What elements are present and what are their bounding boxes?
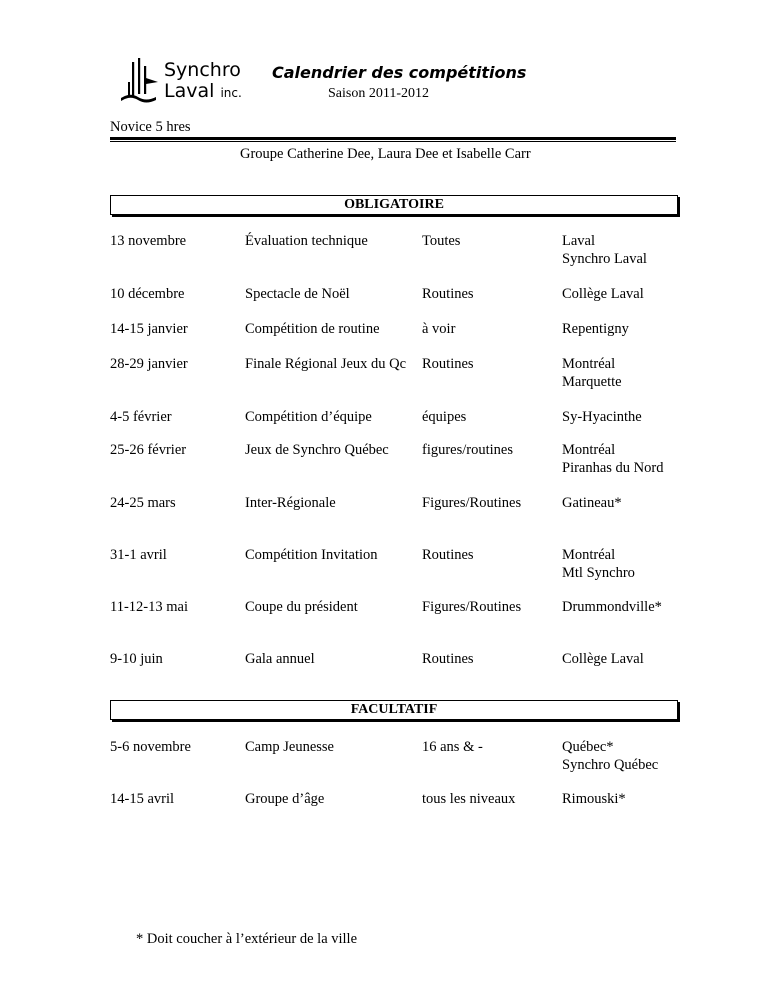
swimmer-logo-icon xyxy=(118,58,162,106)
row-place-detail: Synchro Laval xyxy=(562,251,647,267)
row-event: Inter-Régionale xyxy=(245,495,336,511)
page-title: Calendrier des compétitions xyxy=(272,63,527,82)
row-place: Laval xyxy=(562,233,596,249)
row-place: Montréal xyxy=(562,356,616,372)
row-event: Compétition d’équipe xyxy=(245,409,372,425)
row-place-detail: Marquette xyxy=(562,374,622,390)
row-date: 5-6 novembre xyxy=(110,739,191,755)
section-heading-facultatif: FACULTATIF xyxy=(110,700,678,720)
row-event: Jeux de Synchro Québec xyxy=(245,442,389,458)
row-category: 16 ans & - xyxy=(422,739,483,755)
row-event: Compétition de routine xyxy=(245,321,380,337)
row-category: Routines xyxy=(422,356,474,372)
row-place: Collège Laval xyxy=(562,286,644,302)
row-category: Routines xyxy=(422,547,474,563)
logo-line2-text: Laval xyxy=(164,80,215,102)
season-subtitle: Saison 2011-2012 xyxy=(328,86,429,101)
row-place-detail: Mtl Synchro xyxy=(562,565,635,581)
row-category: figures/routines xyxy=(422,442,514,458)
row-date: 31-1 avril xyxy=(110,547,167,563)
logo-wordmark xyxy=(164,60,242,104)
row-date: 13 novembre xyxy=(110,233,187,249)
row-event: Spectacle de Noël xyxy=(245,286,350,302)
logo-line2 xyxy=(164,81,242,104)
row-category: équipes xyxy=(422,409,467,425)
synchro-laval-logo xyxy=(118,58,248,106)
group-names: Groupe Catherine Dee, Laura Dee et Isabelle Carr xyxy=(240,146,531,162)
row-category: tous les niveaux xyxy=(422,791,516,807)
row-event: Compétition Invitation xyxy=(245,547,378,563)
row-place-detail: Piranhas du Nord xyxy=(562,460,664,476)
row-category: Figures/Routines xyxy=(422,599,522,615)
row-category: Figures/Routines xyxy=(422,495,522,511)
logo-suffix: inc. xyxy=(220,86,242,100)
row-date: 28-29 janvier xyxy=(110,356,188,372)
row-place: Québec* xyxy=(562,739,614,755)
row-place: Drummondville* xyxy=(562,599,662,615)
row-category: Routines xyxy=(422,651,474,667)
row-place: Rimouski* xyxy=(562,791,626,807)
row-event: Finale Régional Jeux du Qc xyxy=(245,356,407,372)
section-heading-obligatoire: OBLIGATOIRE xyxy=(110,195,678,215)
row-place: Sy-Hyacinthe xyxy=(562,409,642,425)
row-place: Repentigny xyxy=(562,321,629,337)
logo-line1: Synchro xyxy=(164,59,241,81)
row-place: Montréal xyxy=(562,442,616,458)
row-place: Gatineau* xyxy=(562,495,622,511)
row-date: 14-15 avril xyxy=(110,791,175,807)
row-event: Coupe du président xyxy=(245,599,358,615)
footnote: * Doit coucher à l’extérieur de la ville xyxy=(136,931,358,947)
header-rule-thin xyxy=(110,141,676,142)
row-date: 9-10 juin xyxy=(110,651,163,667)
row-category: à voir xyxy=(422,321,456,337)
row-event: Évaluation technique xyxy=(245,233,368,249)
row-date: 14-15 janvier xyxy=(110,321,188,337)
row-date: 11-12-13 mai xyxy=(110,599,188,615)
row-category: Routines xyxy=(422,286,474,302)
header-rule xyxy=(110,137,676,140)
row-date: 4-5 février xyxy=(110,409,172,425)
row-event: Camp Jeunesse xyxy=(245,739,334,755)
row-date: 10 décembre xyxy=(110,286,185,302)
row-place: Collège Laval xyxy=(562,651,644,667)
level-label: Novice 5 hres xyxy=(110,119,191,135)
row-category: Toutes xyxy=(422,233,461,249)
row-place: Montréal xyxy=(562,547,616,563)
row-date: 25-26 février xyxy=(110,442,187,458)
row-event: Groupe d’âge xyxy=(245,791,325,807)
row-event: Gala annuel xyxy=(245,651,315,667)
row-date: 24-25 mars xyxy=(110,495,176,511)
row-place-detail: Synchro Québec xyxy=(562,757,659,773)
